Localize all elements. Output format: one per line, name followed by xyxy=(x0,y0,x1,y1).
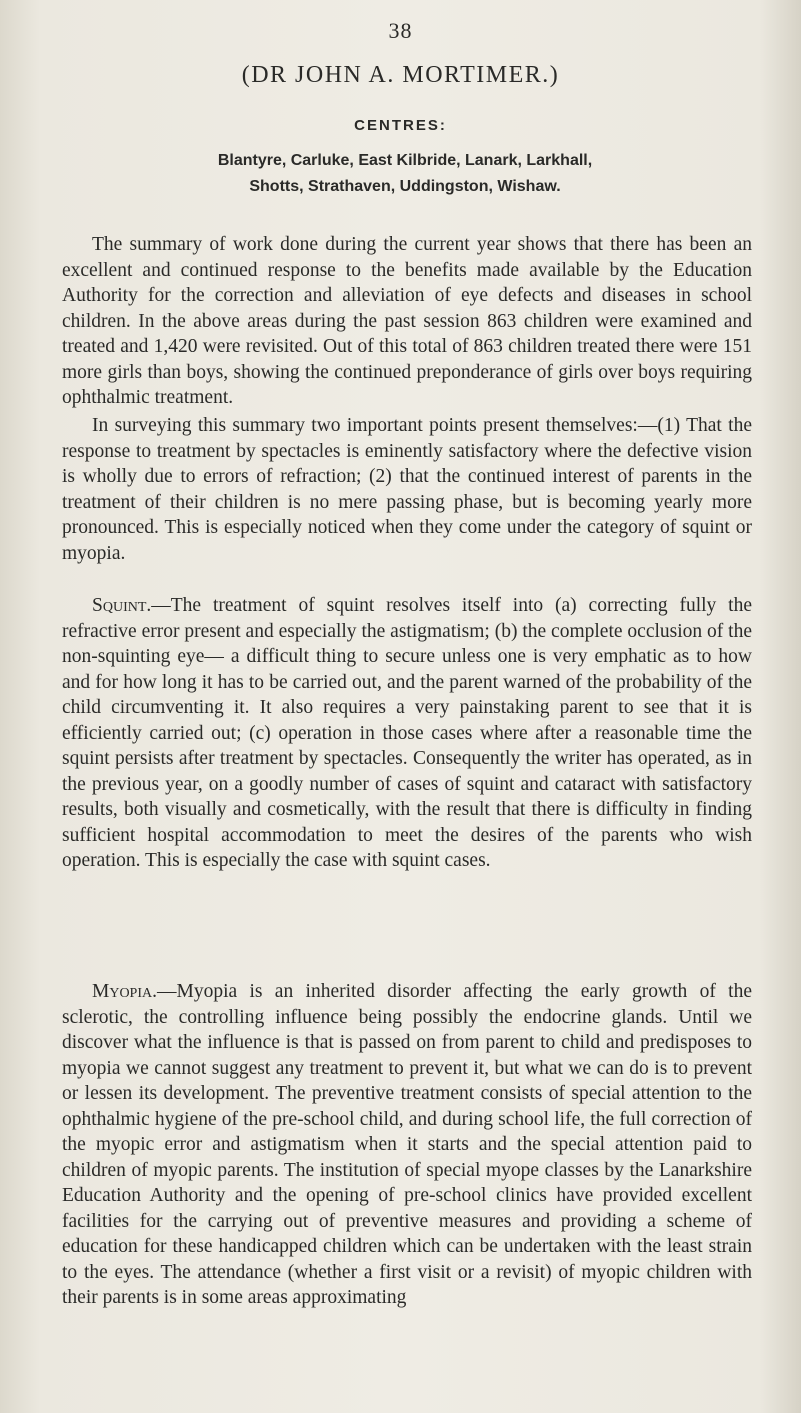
myopia-heading: Myopia. xyxy=(92,981,157,1002)
centres-heading: CENTRES: xyxy=(354,117,447,134)
squint-heading: Squint. xyxy=(92,595,152,616)
myopia-paragraph xyxy=(62,979,752,1311)
surveying-paragraph: In surveying this summary two important points present themselves:—(1) That the response to treatment by spectacles is eminently satisfactory where the defective vision is wholly due to errors of refraction; (2) that the continued interest of parents in the treatment of their children is no mere passing phase, but is becoming yearly more pronounced. This is especially noticed when they come under the category of squint or myopia. xyxy=(62,415,752,564)
squint-text: —The treatment of squint resolves itself into (a) correcting fully the refractive error present and especially the astigmatism; (b) the complete occlusion of the non-squinting eye— a difficult thing to secure unless one is very emphatic as to how and for how long it has to be carried out, and the parent warned of the probability of the child circumventing it. It also requires a very painstaking parent to see that it is efficiently carried out; (c) operation in those cases where after a reasonable time the squint persists after treatment by spectacles. Consequently the writer has operated, as in the previous year, on a goodly number of cases of squint and cataract with satisfactory results, both visually and cosmetically, with the result that there is difficulty in finding sufficient hospital accommodation to meet the desires of the parents who wish operation. This is especially the case with squint cases. xyxy=(62,595,752,871)
centres-list-line: Shotts, Strathaven, Uddingston, Wishaw. xyxy=(249,178,561,195)
squint-paragraph xyxy=(62,593,752,874)
centres-list-line: Blantyre, Carluke, East Kilbride, Lanark, Larkhall, xyxy=(217,152,593,169)
author-heading: (DR JOHN A. MORTIMER.) xyxy=(241,62,560,88)
page-number: 38 xyxy=(388,18,413,43)
centres-list xyxy=(100,148,710,200)
myopia-text: —Myopia is an inherited disorder affecting the early growth of the sclerotic, the controlling influence being possibly the endocrine glands. Until we discover what the influence is that is passed on from parent to child and predisposes to myopia we cannot suggest any treatment to prevent it, but what we can do is to prevent or lessen its development. The preventive treatment consists of special attention to the ophthalmic hygiene of the pre-school child, and during school life, the full correction of the myopic error and astigmatism when it starts and the special attention paid to children of myopic parents. The institution of special myope classes by the Lanarkshire Education Authority and the opening of pre-school clinics have provided excellent facilities for the carrying out of preventive measures and providing a scheme of education for these handicapped children which can be undertaken with the least strain to the eyes. The attendance (whether a first visit or a revisit) of myopic children with their parents is in some areas approximating xyxy=(62,981,752,1308)
summary-paragraph: The summary of work done during the current year shows that there has been an excellent and continued response to the benefits made available by the Education Authority for the correction and alleviation of eye defects and diseases in school children. In the above areas during the past session 863 children were examined and treated and 1,420 were revisited. Out of this total of 863 children treated there were 151 more girls than boys, showing the continued preponderance of girls over boys requiring ophthalmic treatment. xyxy=(62,234,752,408)
